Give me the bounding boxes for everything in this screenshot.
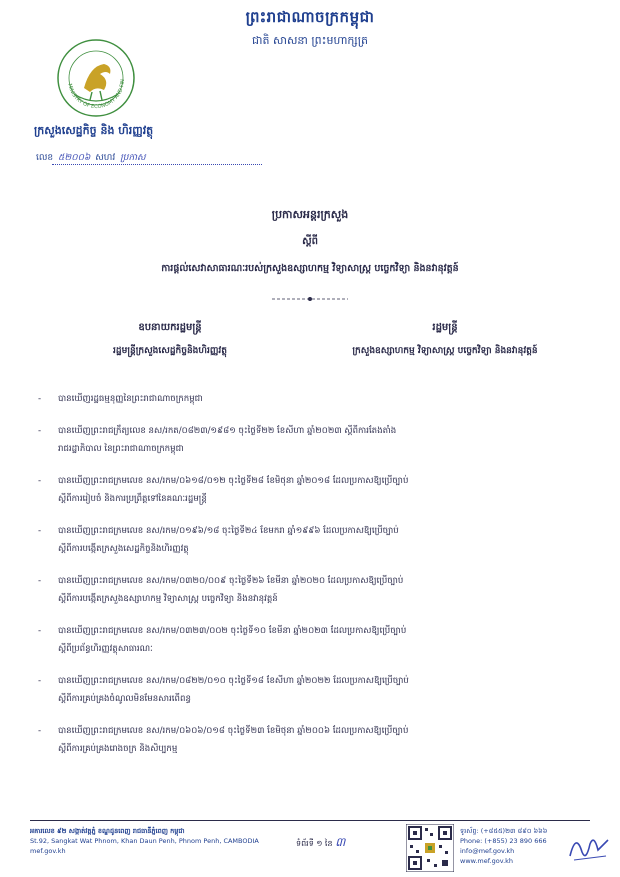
reference-underline	[52, 164, 262, 165]
list-item: - បានឃើញព្រះរាជក្រមលេខ នស/រកម/០៨២២/០១០ ចុះថ្ងៃទី១៨ ខែសីហា ឆ្នាំ២០២២ ដែលប្រកាសឱ្យប្រើច្បាប់ ស្តីពីការគ្រប់គ្រងចំណូលមិនមែនសារពើពន្ធ	[38, 676, 409, 704]
national-motto: ជាតិ សាសនា ព្រះមហាក្សត្រ	[252, 34, 368, 47]
footer-divider	[30, 820, 590, 821]
list-item: - បានឃើញព្រះរាជក្រមលេខ នស/រកម/០១៩៦/១៨ ចុះថ្ងៃទី២៤ ខែមករា ឆ្នាំ១៩៩៦ ដែលប្រកាសឱ្យប្រើច្បាប់ ស្តីពីការបង្កើតក្រសួងសេដ្ឋកិច្ចនិងហិរញ្ញវត្ថុ	[38, 526, 399, 554]
document-title: ប្រកាសអន្តរក្រសួង	[271, 208, 349, 221]
website-link[interactable]: www.mef.gov.kh	[460, 857, 514, 865]
page-number-label: ទំព័រទី ១ នៃ	[296, 839, 333, 848]
ministry-logo-icon	[54, 36, 138, 120]
ref-suffix: ប្រកាស	[120, 153, 146, 163]
list-item: - បានឃើញព្រះរាជក្រឹត្យលេខ នស/រកត/០៨២៣/១៩៨១ ចុះថ្ងៃទី២២ ខែសីហា ឆ្នាំ២០២៣ ស្តីពីការតែងតាំង រាជរដ្ឋាភិបាល នៃព្រះរាជាណាចក្រកម្ពុជា	[38, 426, 397, 454]
initial-signature-icon	[566, 826, 612, 866]
ornamental-divider	[272, 296, 348, 302]
qr-code-icon	[406, 824, 454, 872]
signatory-left-org: រដ្ឋមន្ត្រីក្រសួងសេដ្ឋកិច្ចនិងហិរញ្ញវត្ថុ	[113, 346, 227, 356]
signatory-left-role: ឧបនាយករដ្ឋមន្ត្រី	[138, 322, 202, 333]
list-item: - បានឃើញរដ្ឋធម្មនុញ្ញនៃព្រះរាជាណាចក្រកម្ពុជា	[38, 394, 203, 404]
address-english: St.92, Sangkat Wat Phnom, Khan Daun Penh, Phnom Penh, CAMBODIA	[30, 837, 259, 845]
legal-basis-list	[36, 390, 596, 772]
ref-prefix: លេខ	[36, 153, 54, 163]
page-total: ៣	[335, 835, 346, 849]
list-item: - បានឃើញព្រះរាជក្រមលេខ នស/រកម/០៦១៨/០១២ ចុះថ្ងៃទី២៨ ខែមិថុនា ឆ្នាំ២០១៨ ដែលប្រកាសឱ្យប្រើច្បាប់ ស្តីពីការរៀបចំ និងការប្រព្រឹត្តទៅនៃគណៈរដ្ឋមន្ត្រី	[38, 476, 409, 504]
signatory-left	[40, 320, 300, 358]
page-number	[296, 834, 345, 852]
footer-contact	[460, 826, 547, 866]
ref-number: ៥២០០៦	[58, 153, 91, 163]
signatory-right	[300, 320, 590, 358]
phone-english: Phone: (+855) 23 890 666	[460, 837, 547, 845]
email-link[interactable]: info@mef.gov.kh	[460, 847, 515, 855]
footer-address	[30, 826, 290, 856]
footer-website-link[interactable]: mef.gov.kh	[30, 847, 66, 855]
kingdom-title: ព្រះរាជាណាចក្រកម្ពុជា	[245, 8, 375, 26]
list-item: - បានឃើញព្រះរាជក្រមលេខ នស/រកម/០៦០៦/០១៨ ចុះថ្ងៃទី២៣ ខែមិថុនា ឆ្នាំ២០០៦ ដែលប្រកាសឱ្យប្រើច្បាប់ ស្តីពីការគ្រប់គ្រងរោងចក្រ និងសិប្បកម្ម	[38, 726, 409, 754]
list-item: - បានឃើញព្រះរាជក្រមលេខ នស/រកម/០៣២០/០០៩ ចុះថ្ងៃទី២៦ ខែមីនា ឆ្នាំ២០២០ ដែលប្រកាសឱ្យប្រើច្បាប់ ស្តីពីការបង្កើតក្រសួងឧស្សាហកម្ម វិទ្យាសាស្ត្រ បច្ចេកវិទ្យា និងនវានុវត្តន៍	[38, 576, 404, 604]
signatory-right-role: រដ្ឋមន្ត្រី	[432, 322, 458, 333]
address-khmer: អគារលេខ ៩២ សង្កាត់វត្តភ្នំ ខណ្ឌដូនពេញ រាជធានីភ្នំពេញ កម្ពុជា	[30, 827, 185, 835]
signatory-right-org: ក្រសួងឧស្សាហកម្ម វិទ្យាសាស្ត្រ បច្ចេកវិទ្យា និងនវានុវត្តន៍	[352, 346, 538, 356]
ref-code: សហវ	[95, 153, 116, 163]
document-subtitle: ការផ្ដល់សេវាសាធារណៈរបស់ក្រសួងឧស្សាហកម្ម វិទ្យាសាស្ត្រ បច្ចេកវិទ្យា និងនវានុវត្តន៍	[161, 263, 459, 274]
document-subject: ស្ដីពី	[302, 236, 318, 247]
list-item: - បានឃើញព្រះរាជក្រមលេខ នស/រកម/០៣២៣/០០២ ចុះថ្ងៃទី១០ ខែមីនា ឆ្នាំ២០២៣ ដែលប្រកាសឱ្យប្រើច្បាប់ ស្តីពីប្រព័ន្ធហិរញ្ញវត្ថុសាធារណៈ	[38, 626, 407, 654]
phone-khmer: ទូរស័ព្ទ: (+៨៥៥)២៣ ៨៩០ ៦៦៦	[460, 827, 548, 835]
logo-text: MINISTRY OF ECONOMY AND FIN	[66, 79, 127, 111]
ministry-name: ក្រសួងសេដ្ឋកិច្ច និង ហិរញ្ញវត្ថុ	[34, 124, 154, 137]
